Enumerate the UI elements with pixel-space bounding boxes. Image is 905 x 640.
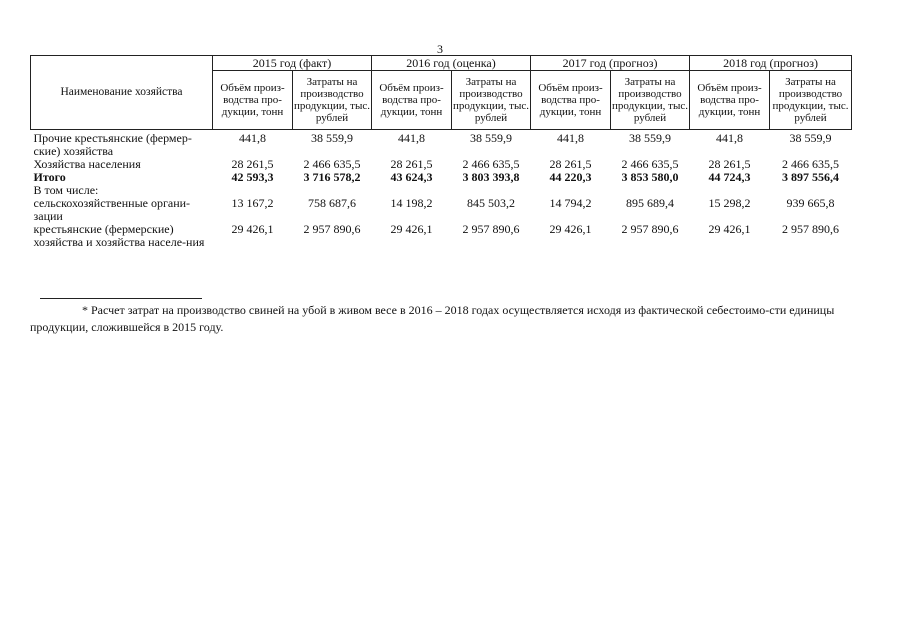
- costs-cell: 3 897 556,4: [782, 170, 840, 184]
- table-row: [31, 223, 852, 249]
- volume-cell: 29 426,1: [708, 222, 751, 236]
- costs-cell: 758 687,6: [308, 196, 356, 210]
- table-row: [31, 130, 852, 159]
- volume-cell: 15 298,2: [708, 196, 751, 210]
- costs-cell: 2 466 635,5: [462, 157, 520, 171]
- volume-cell: 29 426,1: [231, 222, 274, 236]
- volume-cell: 14 198,2: [390, 196, 433, 210]
- year-header: 2015 год (факт): [213, 56, 372, 71]
- volume-cell: 28 261,5: [390, 157, 433, 171]
- costs-cell: 3 803 393,8: [462, 170, 520, 184]
- volume-cell: 44 220,3: [549, 170, 592, 184]
- costs-cell: 845 503,2: [467, 196, 515, 210]
- year-header: 2017 год (прогноз): [531, 56, 690, 71]
- costs-cell: 895 689,4: [626, 196, 674, 210]
- volume-cell: 44 724,3: [708, 170, 751, 184]
- table-body: [31, 130, 852, 250]
- costs-header: Затраты на производство продукции, тыс. рублей: [611, 71, 690, 130]
- production-costs-table: [30, 55, 852, 249]
- costs-cell: 38 559,9: [311, 131, 353, 145]
- volume-cell: 13 167,2: [231, 196, 274, 210]
- costs-cell: 3 853 580,0: [621, 170, 679, 184]
- costs-cell: 939 665,8: [786, 196, 835, 210]
- volume-cell: 43 624,3: [390, 170, 433, 184]
- footnote-separator: [40, 298, 202, 299]
- costs-cell: 2 466 635,5: [621, 157, 679, 171]
- volume-cell: 29 426,1: [549, 222, 592, 236]
- costs-header: Затраты на производство продукции, тыс. рублей: [452, 71, 531, 130]
- volume-cell: 441,8: [557, 131, 584, 145]
- row-label: В том числе:: [33, 183, 99, 197]
- row-label: крестьянские (фермерские) хозяйства и хозяйства населе-ния: [33, 222, 205, 249]
- year-header: 2018 год (прогноз): [690, 56, 852, 71]
- costs-cell: 3 716 578,2: [303, 170, 361, 184]
- costs-cell: 2 466 635,5: [782, 157, 840, 171]
- volume-cell: 441,8: [398, 131, 425, 145]
- volume-header: Объём произ-водства про-дукции, тонн: [213, 71, 293, 130]
- volume-cell: 42 593,3: [231, 170, 274, 184]
- table-row: [31, 197, 852, 223]
- row-label: Прочие крестьянские (фермер-ские) хозяйства: [33, 131, 192, 158]
- volume-cell: 28 261,5: [231, 157, 274, 171]
- costs-cell: 38 559,9: [629, 131, 671, 145]
- volume-header: Объём произ-водства про-дукции, тонн: [690, 71, 770, 130]
- costs-cell: 2 957 890,6: [462, 222, 520, 236]
- volume-header: Объём произ-водства про-дукции, тонн: [372, 71, 452, 130]
- year-header: 2016 год (оценка): [372, 56, 531, 71]
- volume-cell: 28 261,5: [708, 157, 751, 171]
- row-label: сельскохозяйственные органи-зации: [33, 196, 191, 223]
- volume-cell: 14 794,2: [549, 196, 592, 210]
- costs-header: Затраты на производство продукции, тыс. рублей: [293, 71, 372, 130]
- costs-cell: 2 957 890,6: [303, 222, 361, 236]
- name-column-header: Наименование хозяйства: [31, 56, 213, 130]
- costs-cell: 38 559,9: [789, 131, 832, 145]
- volume-header: Объём произ-водства про-дукции, тонн: [531, 71, 611, 130]
- costs-cell: 38 559,9: [470, 131, 512, 145]
- costs-cell: 2 957 890,6: [621, 222, 679, 236]
- costs-header: Затраты на производство продукции, тыс. рублей: [770, 71, 852, 130]
- row-label: Итого: [33, 170, 66, 184]
- volume-cell: 441,8: [239, 131, 266, 145]
- volume-cell: 29 426,1: [390, 222, 433, 236]
- row-label: Хозяйства населения: [33, 157, 141, 171]
- volume-cell: 441,8: [716, 131, 744, 145]
- costs-cell: 2 466 635,5: [303, 157, 361, 171]
- page-number: 3: [437, 42, 443, 56]
- footnote: * Расчет затрат на производство свиней на убой в живом весе в 2016 – 2018 годах осуществляется исходя из фактической себестоимо-сти единицы продукции, сложившейся в 2015 году.: [30, 303, 835, 334]
- table-row: [31, 171, 852, 184]
- costs-cell: 2 957 890,6: [782, 222, 840, 236]
- volume-cell: 28 261,5: [549, 157, 592, 171]
